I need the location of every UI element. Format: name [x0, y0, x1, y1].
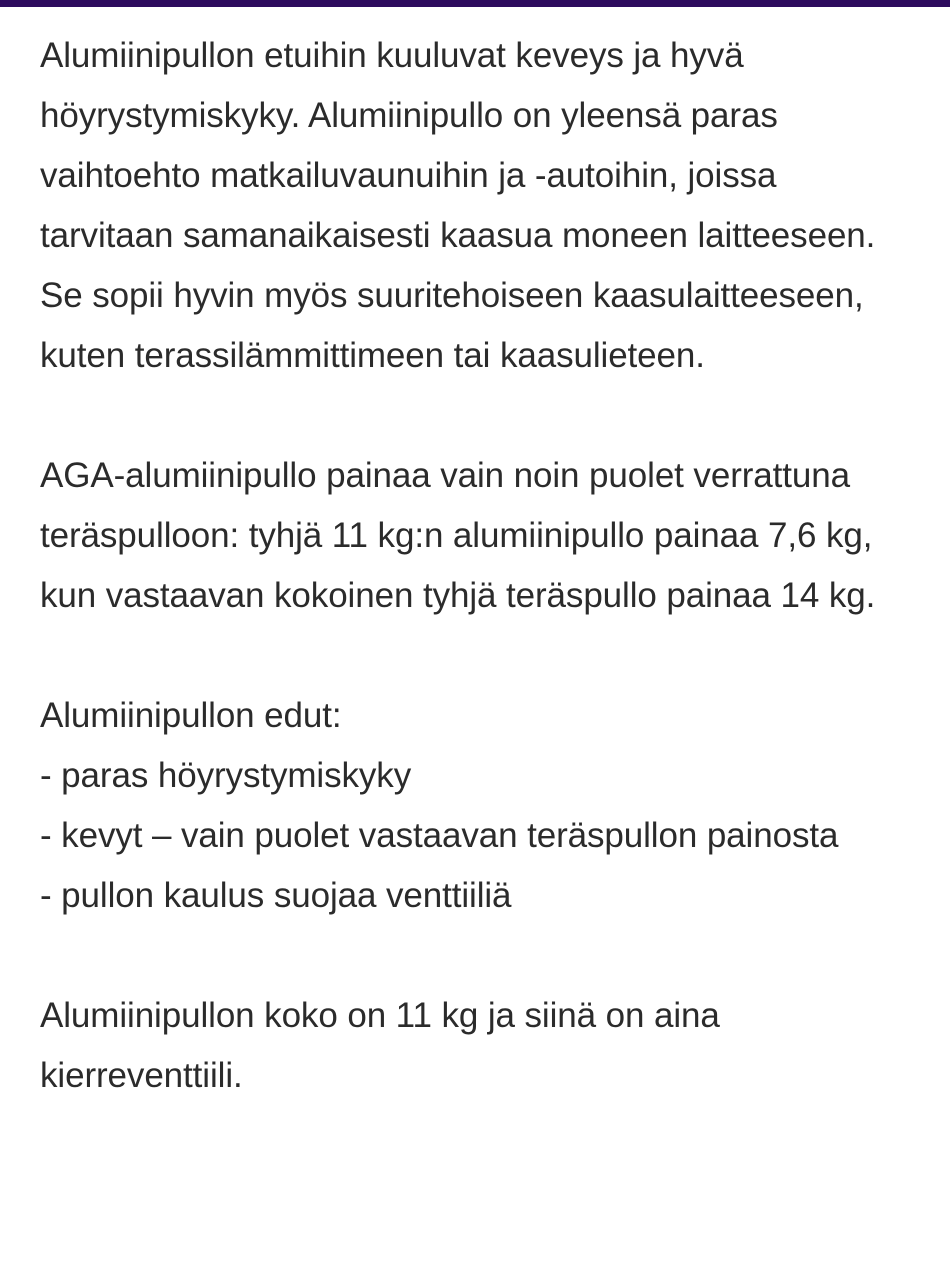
- benefits-list: [40, 746, 910, 926]
- top-accent-bar: [0, 0, 950, 7]
- paragraph-aluminium-benefits-intro: Alumiinipullon etuihin kuuluvat keveys ja hyvä höyrystymiskyky. Alumiinipullo on yleensä paras vaihtoehto matkailuvaunuihin ja -autoihin, joissa tarvitaan samanaikaisesti kaasua moneen laitteeseen. Se sopii hyvin myös suuritehoiseen kaasulaitteeseen, kuten terassilämmittimeen tai kaasulieteen.: [40, 36, 876, 375]
- benefits-heading: Alumiinipullon edut:: [40, 696, 342, 735]
- article-content: [0, 7, 950, 1106]
- paragraph-size-and-valve: Alumiinipullon koko on 11 kg ja siinä on aina kierreventtiili.: [40, 996, 720, 1095]
- article-body: [40, 26, 910, 1106]
- benefits-block: [40, 686, 910, 926]
- paragraph-weight-comparison: AGA-alumiinipullo painaa vain noin puolet verrattuna teräspulloon: tyhjä 11 kg:n alumiinipullo painaa 7,6 kg, kun vastaavan kokoinen tyhjä teräspullo painaa 14 kg.: [40, 456, 876, 615]
- list-item: - pullon kaulus suojaa venttiiliä: [40, 876, 512, 915]
- list-item: - paras höyrystymiskyky: [40, 756, 412, 795]
- list-item: - kevyt – vain puolet vastaavan teräspullon painosta: [40, 816, 839, 855]
